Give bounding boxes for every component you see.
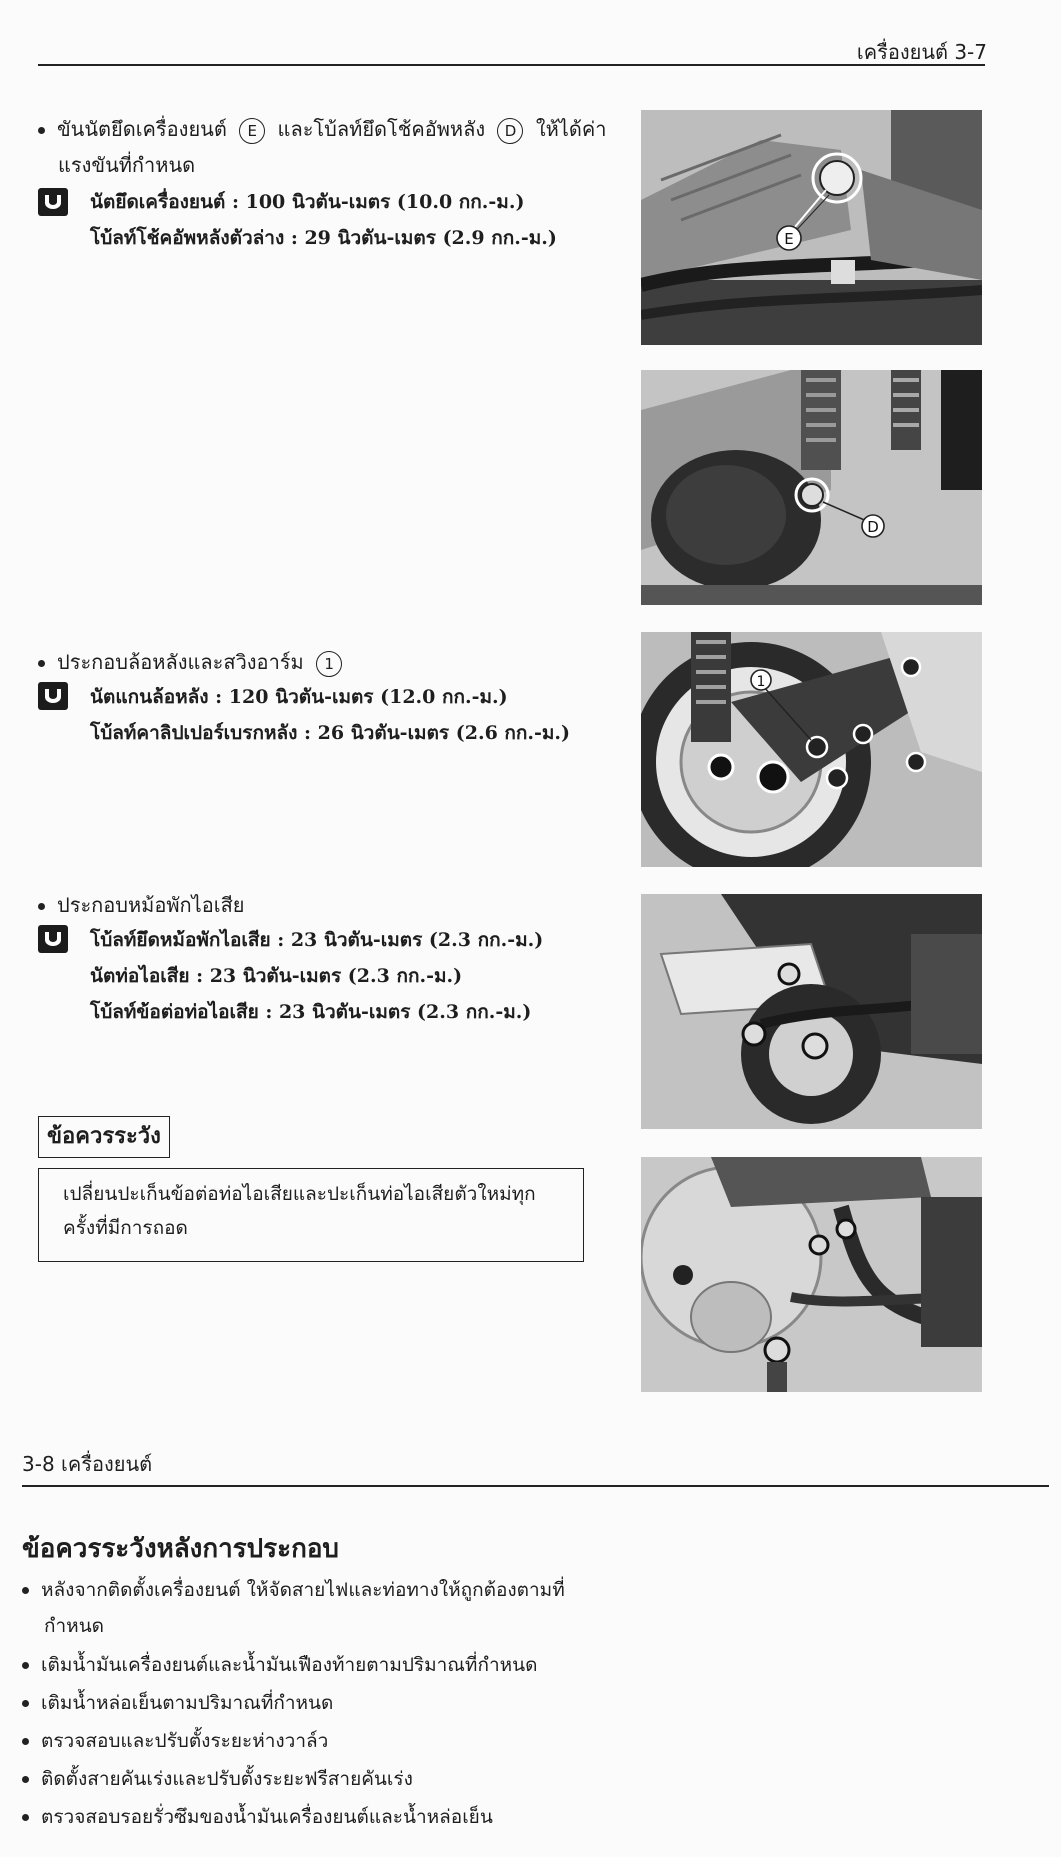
- photo-exhaust-joint: [641, 1157, 982, 1392]
- bullet: [38, 903, 45, 910]
- torque-spec-exhaust-joint-bolt: โบ้ลท์ข้อต่อท่อไอเสีย : 23 นิวตัน-เมตร (2.3 กก.-ม.): [90, 1001, 532, 1023]
- photo-rear-shock: [641, 370, 982, 605]
- torque-wrench-icon: [38, 682, 68, 710]
- step1-instruction: [38, 112, 606, 146]
- list-item: [22, 1648, 537, 1682]
- bullet: [22, 1776, 29, 1783]
- torque-spec-shock-bolt: โบ้ลท์โช้คอัพหลังตัวล่าง : 29 นิวตัน-เมตร (2.9 กก.-ม.): [90, 227, 557, 249]
- caution-box: [38, 1168, 584, 1262]
- callout-e: E: [239, 118, 265, 144]
- list-item: [22, 1800, 493, 1834]
- photo-exhaust-muffler: [641, 894, 982, 1129]
- bullet: [22, 1662, 29, 1669]
- caution-line2: ครั้งที่มีการถอด: [63, 1217, 188, 1239]
- photo-rear-wheel: [641, 632, 982, 867]
- torque-wrench-icon: [38, 188, 68, 216]
- list-item-text: ติดตั้งสายคันเร่งและปรับตั้งระยะฟรีสายคันเร่ง: [41, 1768, 413, 1790]
- bullet: [38, 127, 45, 134]
- list-item: [22, 1686, 333, 1720]
- header-rule: [38, 64, 985, 66]
- bullet: [38, 660, 45, 667]
- bullet: [22, 1814, 29, 1821]
- step1-text-c: ให้ได้ค่า: [535, 117, 607, 141]
- list-item: [22, 1762, 413, 1796]
- list-item-text: เติมน้ำหล่อเย็นตามปริมาณที่กำหนด: [41, 1692, 334, 1714]
- list-item-text: เติมน้ำมันเครื่องยนต์และน้ำมันเฟืองท้ายตามปริมาณที่กำหนด: [41, 1654, 538, 1676]
- step1-text-a: ขันนัตยึดเครื่องยนต์: [57, 117, 227, 141]
- bullet: [22, 1587, 29, 1594]
- torque-spec-engine-nut: นัตยึดเครื่องยนต์ : 100 นิวตัน-เมตร (10.0 กก.-ม.): [90, 191, 525, 213]
- torque-spec-exhaust-nut: นัตท่อไอเสีย : 23 นิวตัน-เมตร (2.3 กก.-ม.): [90, 965, 463, 987]
- page-header: เครื่องยนต์ 3-7: [856, 40, 987, 64]
- callout-d: D: [497, 118, 523, 144]
- step1-text-b: และโบ้ลท์ยึดโช้คอัพหลัง: [277, 117, 486, 141]
- list-item: [22, 1573, 565, 1607]
- step3-text: ประกอบหม้อพักไอเสีย: [57, 893, 245, 917]
- bullet: [22, 1700, 29, 1707]
- list-item-text: ตรวจสอบรอยรั่วซึมของน้ำมันเครื่องยนต์และน้ำหล่อเย็น: [41, 1806, 493, 1828]
- torque-wrench-icon: [38, 925, 68, 953]
- caution-title: ข้อควรระวัง: [38, 1116, 170, 1158]
- section2-rule: [22, 1485, 1049, 1487]
- photo1-callout-label: E: [784, 230, 794, 248]
- step3-instruction: [38, 888, 245, 922]
- list-item: [22, 1724, 328, 1758]
- step2-instruction: [38, 645, 348, 679]
- bullet: [22, 1738, 29, 1745]
- callout-1: 1: [316, 651, 342, 677]
- photo3-callout-label: 1: [756, 674, 766, 690]
- list-item-continuation: กำหนด: [44, 1615, 105, 1637]
- torque-spec-axle-nut: นัตแกนล้อหลัง : 120 นิวตัน-เมตร (12.0 กก.-ม.): [90, 686, 508, 708]
- caution-line1: เปลี่ยนปะเก็นข้อต่อท่อไอเสียและปะเก็นท่อไอเสียตัวใหม่ทุก: [63, 1183, 536, 1205]
- step1-line2: แรงขันที่กำหนด: [58, 153, 196, 177]
- torque-spec-caliper-bolt: โบ้ลท์คาลิปเปอร์เบรกหลัง : 26 นิวตัน-เมตร (2.6 กก.-ม.): [90, 722, 571, 744]
- section2-heading: ข้อควรระวังหลังการประกอบ: [22, 1534, 339, 1564]
- section2-page-label: 3-8 เครื่องยนต์: [22, 1452, 153, 1476]
- torque-spec-muffler-bolt: โบ้ลท์ยึดหม้อพักไอเสีย : 23 นิวตัน-เมตร (2.3 กก.-ม.): [90, 929, 544, 951]
- photo2-callout-label: D: [867, 518, 879, 536]
- photo-engine-mount: [641, 110, 982, 345]
- step2-text: ประกอบล้อหลังและสวิงอาร์ม: [57, 650, 304, 674]
- list-item-text: หลังจากติดตั้งเครื่องยนต์ ให้จัดสายไฟและท่อทางให้ถูกต้องตามที่: [41, 1579, 565, 1601]
- list-item-text: ตรวจสอบและปรับตั้งระยะห่างวาล์ว: [41, 1730, 329, 1752]
